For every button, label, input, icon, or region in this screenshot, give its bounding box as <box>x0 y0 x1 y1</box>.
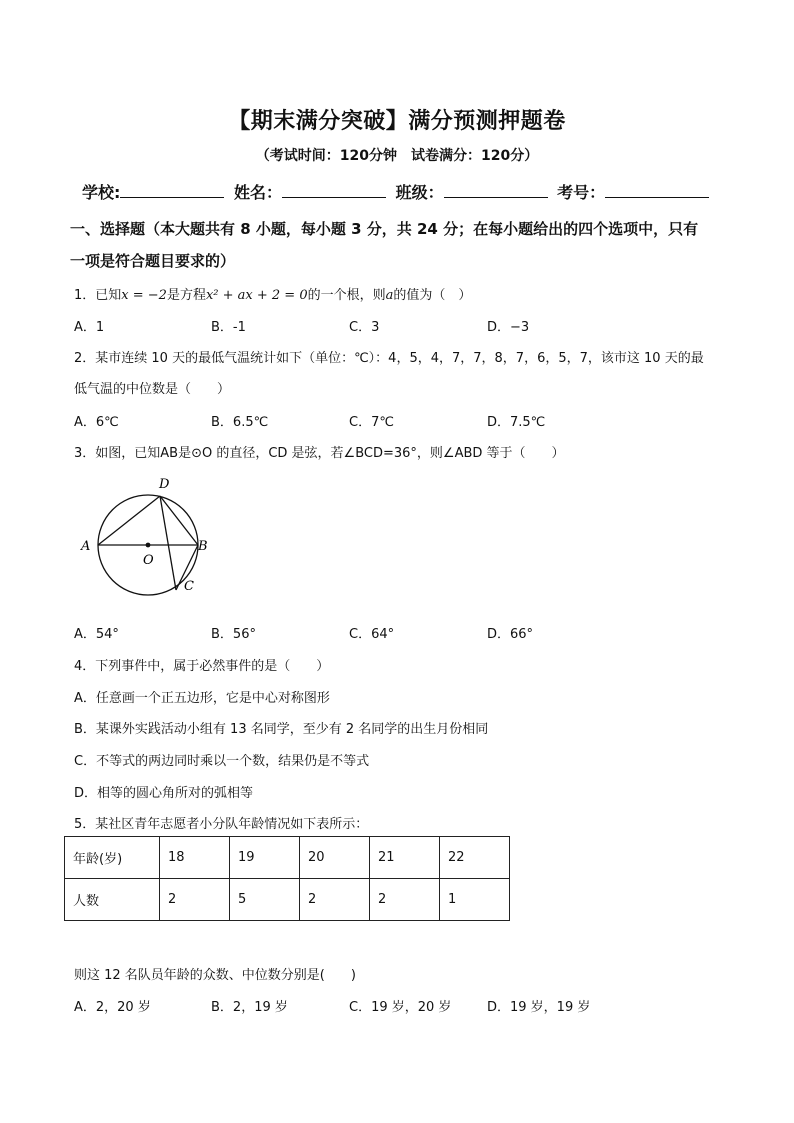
chord-dc <box>160 496 176 590</box>
q1-option-b[interactable]: B．-1 <box>211 320 246 335</box>
table-cell: 18 <box>160 837 230 879</box>
table-cell: 2 <box>300 879 370 921</box>
class-label: 班级： <box>395 183 444 202</box>
q5-option-b[interactable]: B．2，19 岁 <box>211 1000 288 1015</box>
question-1: 1．已知x = −2是方程x² + ax + 2 = 0的一个根，则a的值为（ ） <box>74 288 472 303</box>
table-cell: 21 <box>370 837 440 879</box>
center-point <box>146 543 151 548</box>
q4-option-a[interactable]: A．任意画一个正五边形，它是中心对称图形 <box>74 691 330 706</box>
label-a: A <box>81 539 91 554</box>
section-heading-line2: 一项是符合题目要求的） <box>70 252 236 270</box>
school-blank[interactable] <box>120 183 224 198</box>
q4-option-b[interactable]: B．某课外实践活动小组有 13 名同学，至少有 2 名同学的出生月份相同 <box>74 722 489 737</box>
question-5: 5．某社区青年志愿者小分队年龄情况如下表所示： <box>74 817 369 832</box>
table-row <box>65 837 510 879</box>
q2-option-d[interactable]: D．7.5℃ <box>487 415 546 430</box>
q3-option-b[interactable]: B．56° <box>211 627 256 642</box>
table-cell: 年龄(岁) <box>65 837 160 879</box>
q1-option-d[interactable]: D．−3 <box>487 320 530 335</box>
table-cell: 人数 <box>65 879 160 921</box>
label-b: B <box>198 539 208 554</box>
question-4: 4．下列事件中，属于必然事件的是（ ） <box>74 659 330 674</box>
q1-math-a: a <box>385 288 394 303</box>
question-5-prompt: 则这 12 名队员年龄的众数、中位数分别是( ) <box>74 968 356 983</box>
table-cell: 5 <box>230 879 300 921</box>
school-label: 学校: <box>82 183 121 202</box>
exam-subtitle: （考试时间：120分钟 试卷满分：120分） <box>255 148 539 164</box>
name-blank[interactable] <box>282 183 386 198</box>
question-2-line2: 低气温的中位数是（ ） <box>74 382 231 397</box>
q1-math-equation: x² + ax + 2 = 0 <box>205 288 308 303</box>
name-label: 姓名： <box>233 183 282 202</box>
q2-option-a[interactable]: A．6℃ <box>74 415 119 430</box>
table-row <box>65 879 510 921</box>
table-cell: 19 <box>230 837 300 879</box>
class-blank[interactable] <box>444 183 548 198</box>
student-info-line <box>82 180 713 203</box>
q3-option-a[interactable]: A．54° <box>74 627 119 642</box>
label-d: D <box>159 477 170 492</box>
section-heading-line1: 一、选择题（本大题共有 8 小题，每小题 3 分，共 24 分；在每小题给出的四个选项中，只有 <box>70 220 699 238</box>
id-blank[interactable] <box>605 183 709 198</box>
q1-option-c[interactable]: C．3 <box>349 320 380 335</box>
table-cell: 20 <box>300 837 370 879</box>
exam-title: 【期末满分突破】满分预测押题卷 <box>228 109 566 134</box>
q1-math-x: x = −2 <box>121 288 167 303</box>
q5-option-a[interactable]: A．2，20 岁 <box>74 1000 151 1015</box>
q2-option-b[interactable]: B．6.5℃ <box>211 415 269 430</box>
circle-diagram <box>74 472 214 602</box>
age-table <box>64 836 510 921</box>
q1-option-a[interactable]: A．1 <box>74 320 105 335</box>
table-cell: 2 <box>160 879 230 921</box>
q3-option-c[interactable]: C．64° <box>349 627 395 642</box>
q4-option-c[interactable]: C．不等式的两边同时乘以一个数，结果仍是不等式 <box>74 754 370 769</box>
q5-option-c[interactable]: C．19 岁，20 岁 <box>349 1000 452 1015</box>
question-2-line1: 2．某市连续 10 天的最低气温统计如下（单位：℃）：4，5，4，7，7，8，7，6，5，7，该市这 10 天的最 <box>74 351 704 366</box>
q3-option-d[interactable]: D．66° <box>487 627 534 642</box>
chord-ad <box>98 496 160 545</box>
table-cell: 2 <box>370 879 440 921</box>
q5-option-d[interactable]: D．19 岁，19 岁 <box>487 1000 591 1015</box>
question-3: 3．如图，已知AB是⊙O 的直径，CD 是弦，若∠BCD=36°，则∠ABD 等于（ ） <box>74 446 565 461</box>
q2-option-c[interactable]: C．7℃ <box>349 415 394 430</box>
id-label: 考号： <box>557 183 606 202</box>
label-c: C <box>184 579 194 594</box>
q4-option-d[interactable]: D．相等的圆心角所对的弧相等 <box>74 786 254 801</box>
label-o: O <box>143 553 154 568</box>
table-cell: 22 <box>440 837 510 879</box>
table-cell: 1 <box>440 879 510 921</box>
